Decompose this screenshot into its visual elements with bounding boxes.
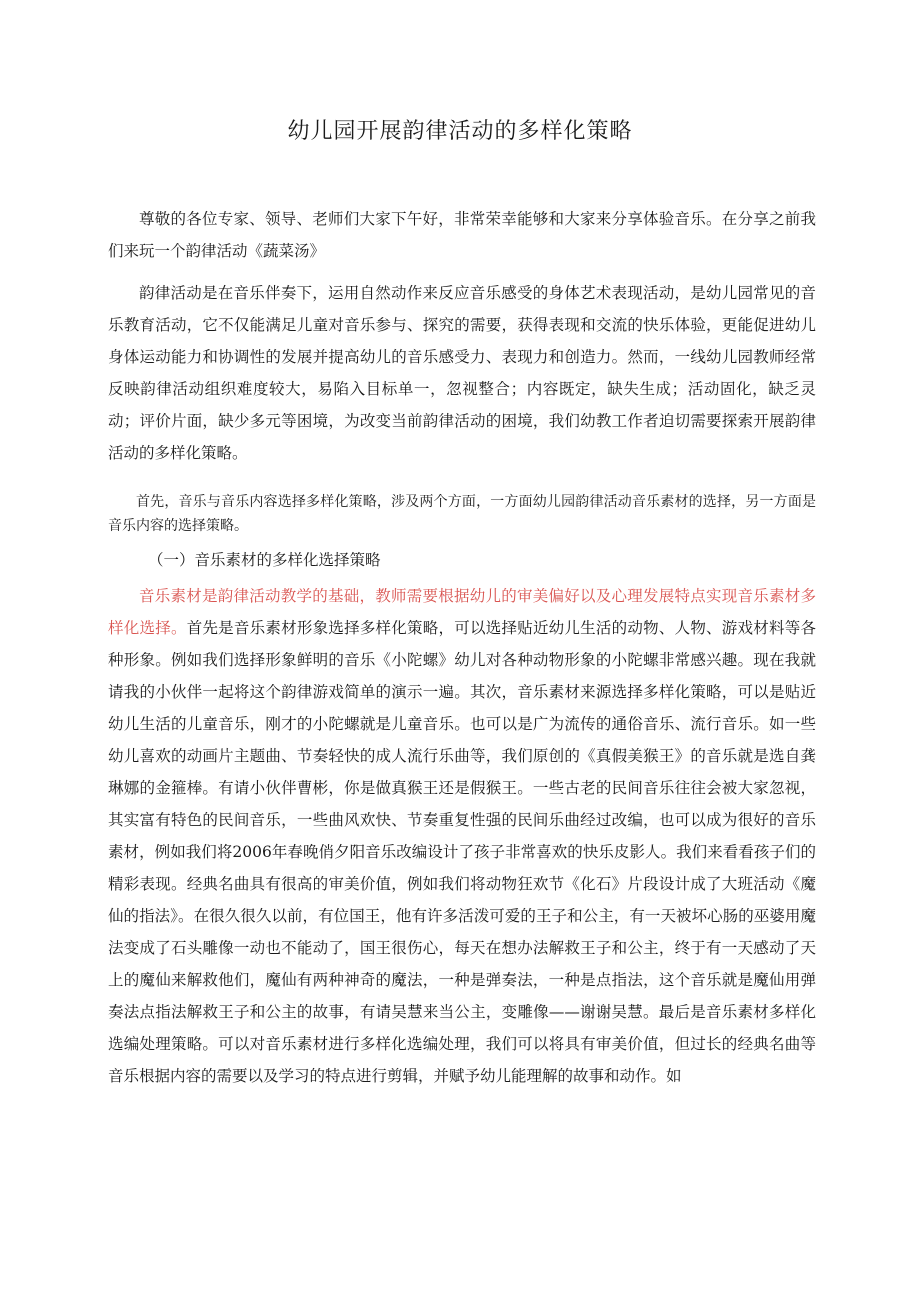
paragraph-introduction: 韵律活动是在音乐伴奏下，运用自然动作来反应音乐感受的身体艺术表现活动，是幼儿园常见的音乐教育活动，它不仅能满足儿童对音乐参与、探究的需要，获得表现和交流的快乐体验，更能促进幼儿身体运动能力和协调性的发展并提高幼儿的音乐感受力、表现力和创造力。然而，一线幼儿园教师经常反映韵律活动组织难度较大，易陷入目标单一，忽视整合；内容既定，缺失生成；活动固化，缺乏灵动；评价片面，缺少多元等困境，为改变当前韵律活动的困境，我们幼教工作者迫切需要探索开展韵律活动的多样化策略。: [108, 284, 816, 462]
paragraph-body-text: 首先是音乐素材形象选择多样化策略，可以选择贴近幼儿生活的动物、人物、游戏材料等各种形象。例如我们选择形象鲜明的音乐《小陀螺》幼儿对各种动物形象的小陀螺非常感兴趣。现在我就请我的小伙伴一起将这个韵律游戏简单的演示一遍。其次，音乐素材来源选择多样化策略，可以是贴近幼儿生活的儿童音乐，刚才的小陀螺就是儿童音乐。也可以是广为流传的通俗音乐、流行音乐。如一些幼儿喜欢的动画片主题曲、节奏轻快的成人流行乐曲等，我们原创的《真假美猴王》的音乐就是选自龚琳娜的金箍棒。有请小伙伴曹彬，你是做真猴王还是假猴王。一些古老的民间音乐往往会被大家忽视，其实富有特色的民间音乐，一些曲风欢快、节奏重复性强的民间乐曲经过改编，也可以成为很好的音乐素材，例如我们将2006年春晚俏夕阳音乐改编设计了孩子非常喜欢的快乐皮影人。我们来看看孩子们的精彩表现。经典名曲具有很高的审美价值，例如我们将动物狂欢节《化石》片段设计成了大班活动《魔仙的指法》。在很久很久以前，有位国王，他有许多活泼可爱的王子和公主，有一天被坏心肠的巫婆用魔法变成了石头雕像一动也不能动了，国王很伤心，每天在想办法解救王子和公主，终于有一天感动了天上的魔仙来解救他们，魔仙有两种神奇的魔法，一种是弹奏法，一种是点指法，这个音乐就是魔仙用弹奏法点指法解救王子和公主的故事，有请吴慧来当公主，变雕像——谢谢吴慧。最后是音乐素材多样化选编处理策略。可以对音乐素材进行多样化选编处理，我们可以将具有审美价值，但过长的经典名曲等音乐根据内容的需要以及学习的特点进行剪辑，并赋予幼儿能理解的故事和动作。如: [108, 619, 816, 1085]
document-title: 幼儿园开展韵律活动的多样化策略: [287, 119, 633, 144]
section-heading: （一）音乐素材的多样化选择策略: [148, 551, 381, 569]
paragraph-music-material: [108, 580, 816, 1092]
highlighted-sentence: 音乐素材是韵律活动教学的基础，教师需要根据幼儿的审美偏好以及心理发展特点实现音乐素材多样化选择。: [108, 587, 816, 637]
paragraph-first-strategy: 首先，音乐与音乐内容选择多样化策略，涉及两个方面，一方面幼儿园韵律活动音乐素材的选择，另一方面是音乐内容的选择策略。: [108, 494, 816, 534]
paragraph-greeting: 尊敬的各位专家、领导、老师们大家下午好，非常荣幸能够和大家来分享体验音乐。在分享之前我们来玩一个韵律活动《蔬菜汤》: [108, 210, 816, 260]
